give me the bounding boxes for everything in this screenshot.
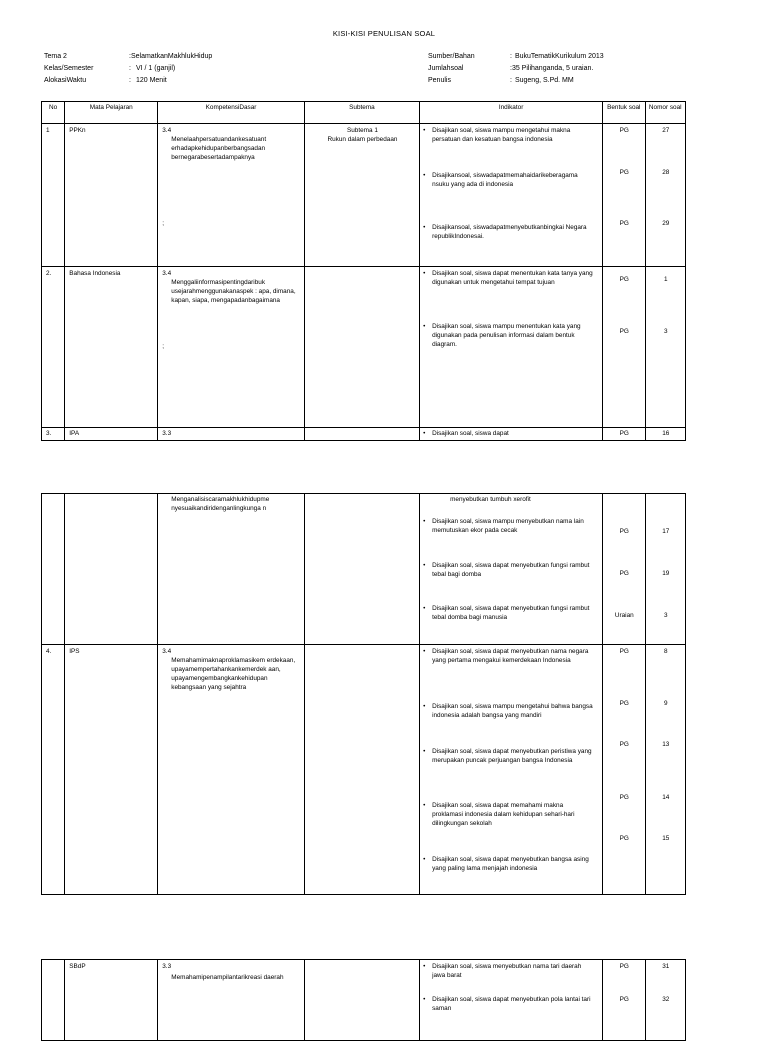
kisi-table-section-3 — [41, 959, 686, 1041]
indikator-continuation: menyebutkan tumbuh xerofit — [450, 496, 531, 503]
bentuk-soal: PG — [619, 430, 629, 437]
mata-pelajaran: IPA — [69, 430, 80, 437]
meta-row-penulis — [428, 75, 604, 87]
mata-pelajaran: SBdP — [69, 963, 86, 970]
indikator-item: • Disajikansoal, siswadapatmemahaidarikeberagama nsuku yang ada di indonesia — [423, 172, 578, 188]
meta-value: Sugeng, S.Pd. MM — [514, 77, 574, 84]
meta-left — [44, 51, 212, 87]
table-row — [42, 645, 686, 895]
nomor-soal: 1 — [663, 276, 668, 283]
mata-pelajaran: Bahasa Indonesia — [69, 270, 121, 277]
nomor-soal: 31 — [662, 963, 670, 970]
meta-value: SelamatkanMakhlukHidup — [130, 53, 213, 60]
meta-key: Tema 2 — [44, 53, 67, 60]
row-number: 2. — [46, 270, 52, 277]
nomor-soal: 32 — [662, 996, 670, 1003]
meta-value: VI / 1 (ganjil) — [135, 65, 176, 72]
kd-number: 3.3 — [162, 963, 172, 970]
nomor-soal: 13 — [662, 741, 670, 748]
meta-key: Penulis — [428, 77, 451, 84]
meta-key: Sumber/Bahan — [428, 53, 475, 60]
indikator-item: • Disajikan soal, siswa dapat menyebutkan fungsi rambut tebal domba bagi manusia — [423, 605, 590, 621]
kd-number: 3.4 — [162, 270, 172, 277]
meta-sep: : — [510, 77, 512, 84]
indikator-item: • Disajikansoal, siswadapatmenyebutkanbingkai Negara republikIndonesai. — [423, 224, 587, 240]
nomor-soal: 8 — [663, 648, 668, 655]
mata-pelajaran: IPS — [69, 648, 80, 655]
bentuk-soal: PG — [619, 570, 629, 577]
bentuk-soal: PG — [619, 835, 629, 842]
bentuk-soal: PG — [619, 220, 629, 227]
subtema-title: Subtema 1 — [346, 127, 378, 134]
bentuk-soal: PG — [619, 963, 629, 970]
nomor-soal: 29 — [662, 220, 670, 227]
indikator-item: • Disajikan soal, siswa dapat menyebutkan bangsa asing yang paling lama menjajah indonesia — [423, 856, 589, 872]
table-row — [42, 494, 686, 645]
meta-value: 120 Menit — [135, 77, 167, 84]
meta-value: BukuTematikKurikulum 2013 — [514, 53, 604, 60]
meta-sep: : — [129, 53, 131, 60]
header-nomor-soal: Nomor soal — [645, 102, 685, 124]
meta-row-jumlah — [428, 63, 604, 75]
bentuk-soal: PG — [619, 169, 629, 176]
header-mata-pelajaran: Mata Pelajaran — [65, 102, 158, 124]
kd-number: 3.4 — [162, 127, 172, 134]
table-row — [42, 960, 686, 1041]
row-number: 1 — [46, 127, 50, 134]
kd-text: Menggaliinformasipentingdaribuk usejarahmenggunakanaspek : apa, dimana, kapan, siapa, mengapadanbagaimana — [171, 279, 296, 304]
table-row — [42, 267, 686, 428]
meta-key: Kelas/Semester — [44, 65, 94, 72]
row-number: 3. — [46, 430, 52, 437]
bentuk-soal: PG — [619, 276, 629, 283]
meta-sep: : — [510, 65, 512, 72]
nomor-soal: 19 — [662, 570, 670, 577]
indikator-item: • Disajikan soal, siswa mampu mengetahui bahwa bangsa indonesia adalah bangsa yang mandiri — [423, 703, 593, 719]
kisi-table-section-2 — [41, 493, 686, 895]
meta-right — [428, 51, 604, 87]
meta-key: Jumlahsoal — [428, 65, 464, 72]
meta-sep: : — [510, 53, 512, 60]
kd-number: 3.3 — [162, 430, 172, 437]
indikator-item: • Disajikan soal, siswa mampu menentukan kata yang digunakan pada penulisan informasi dalam bentuk diagram. — [423, 323, 581, 348]
nomor-soal: 3 — [663, 328, 668, 335]
meta-row-alokasi — [44, 75, 212, 87]
indikator-item: • Disajikan soal, siswa dapat — [423, 430, 509, 437]
nomor-soal: 3 — [663, 612, 668, 619]
meta-row-kelas — [44, 63, 212, 75]
bentuk-soal: PG — [619, 741, 629, 748]
indikator-item: • Disajikan soal, siswa dapat memahami makna proklamasi indonesia dalam kehidupan sehari-hari dilingkungan sekolah — [423, 802, 575, 827]
bentuk-soal: Uraian — [614, 612, 634, 619]
kd-text: Menelaahpersatuandankesatuant erhadapkehidupanberbangsadan bernegarabesertadampaknya — [171, 136, 267, 161]
meta-row-sumber — [428, 51, 604, 63]
bentuk-soal: PG — [619, 700, 629, 707]
indikator-item: • Disajikan soal, siswa mampu menyebutkan nama lain memutuskan ekor pada cecak — [423, 518, 584, 534]
subtema-subtitle: Rukun dalam perbedaan — [327, 136, 398, 143]
kd-extra: ; — [162, 343, 165, 350]
kd-text: Memahamimaknaproklamasikem erdekaan, upayamempertahankankemerdek aan, upayamengembangkankehidupan kebangsaan yang sejahtra — [171, 657, 296, 691]
header-indikator: Indikator — [420, 102, 603, 124]
header-subtema: Subtema — [304, 102, 419, 124]
table-header-row — [42, 102, 686, 124]
mata-pelajaran: PPKn — [69, 127, 86, 134]
kd-number: 3.4 — [162, 648, 172, 655]
indikator-item: • Disajikan soal, siswa dapat menyebutkan peristiwa yang merupakan puncak perjuangan bangsa Indonesia — [423, 748, 592, 764]
nomor-soal: 28 — [662, 169, 670, 176]
meta-row-tema — [44, 51, 212, 63]
header-kompetensi-dasar: KompetensiDasar — [158, 102, 305, 124]
bentuk-soal: PG — [619, 328, 629, 335]
meta-sep: : — [129, 65, 131, 72]
kd-extra: ; — [162, 220, 165, 227]
header-no: No — [42, 102, 65, 124]
indikator-item: • Disajikan soal, siswa menyebutkan nama tari daerah jawa barat — [423, 963, 582, 979]
nomor-soal: 27 — [662, 127, 670, 134]
nomor-soal: 15 — [662, 835, 670, 842]
bentuk-soal: PG — [619, 648, 629, 655]
kd-text: Memahamipenampilantarikreasi daerah — [171, 974, 284, 981]
bentuk-soal: PG — [619, 996, 629, 1003]
meta-key: AlokasiWaktu — [44, 77, 87, 84]
meta-value: 35 Pilihanganda, 5 uraian. — [511, 65, 594, 72]
row-number: 4. — [46, 648, 52, 655]
bentuk-soal: PG — [619, 528, 629, 535]
nomor-soal: 17 — [662, 528, 670, 535]
indikator-item: • Disajikan soal, siswa mampu mengetahui makna persatuan dan kesatuan bangsa indonesia — [423, 127, 571, 143]
table-row — [42, 124, 686, 267]
nomor-soal: 16 — [662, 430, 670, 437]
document-title: KISI-KISI PENULISAN SOAL — [332, 29, 436, 38]
nomor-soal: 14 — [662, 794, 670, 801]
indikator-item: • Disajikan soal, siswa dapat menentukan kata tanya yang digunakan untuk mengetahui tempat tujuan — [423, 270, 593, 286]
header-bentuk-soal: Bentuk soal — [603, 102, 645, 124]
indikator-item: • Disajikan soal, siswa dapat menyebutkan fungsi rambut tebal bagi domba — [423, 562, 590, 578]
bentuk-soal: PG — [619, 127, 629, 134]
kd-text: Menganalisiscaramakhlukhidupme nyesuaikandiridenganlingkunga n — [171, 496, 270, 512]
indikator-item: • Disajikan soal, siswa dapat menyebutkan pola lantai tari saman — [423, 996, 591, 1012]
table-row — [42, 428, 686, 441]
kisi-table-section-1 — [41, 101, 686, 441]
bentuk-soal: PG — [619, 794, 629, 801]
indikator-item: • Disajikan soal, siswa dapat menyebutkan nama negara yang pertama mengakui kemerdekaan Indonesia — [423, 648, 589, 664]
meta-sep: : — [129, 77, 131, 84]
nomor-soal: 9 — [663, 700, 668, 707]
